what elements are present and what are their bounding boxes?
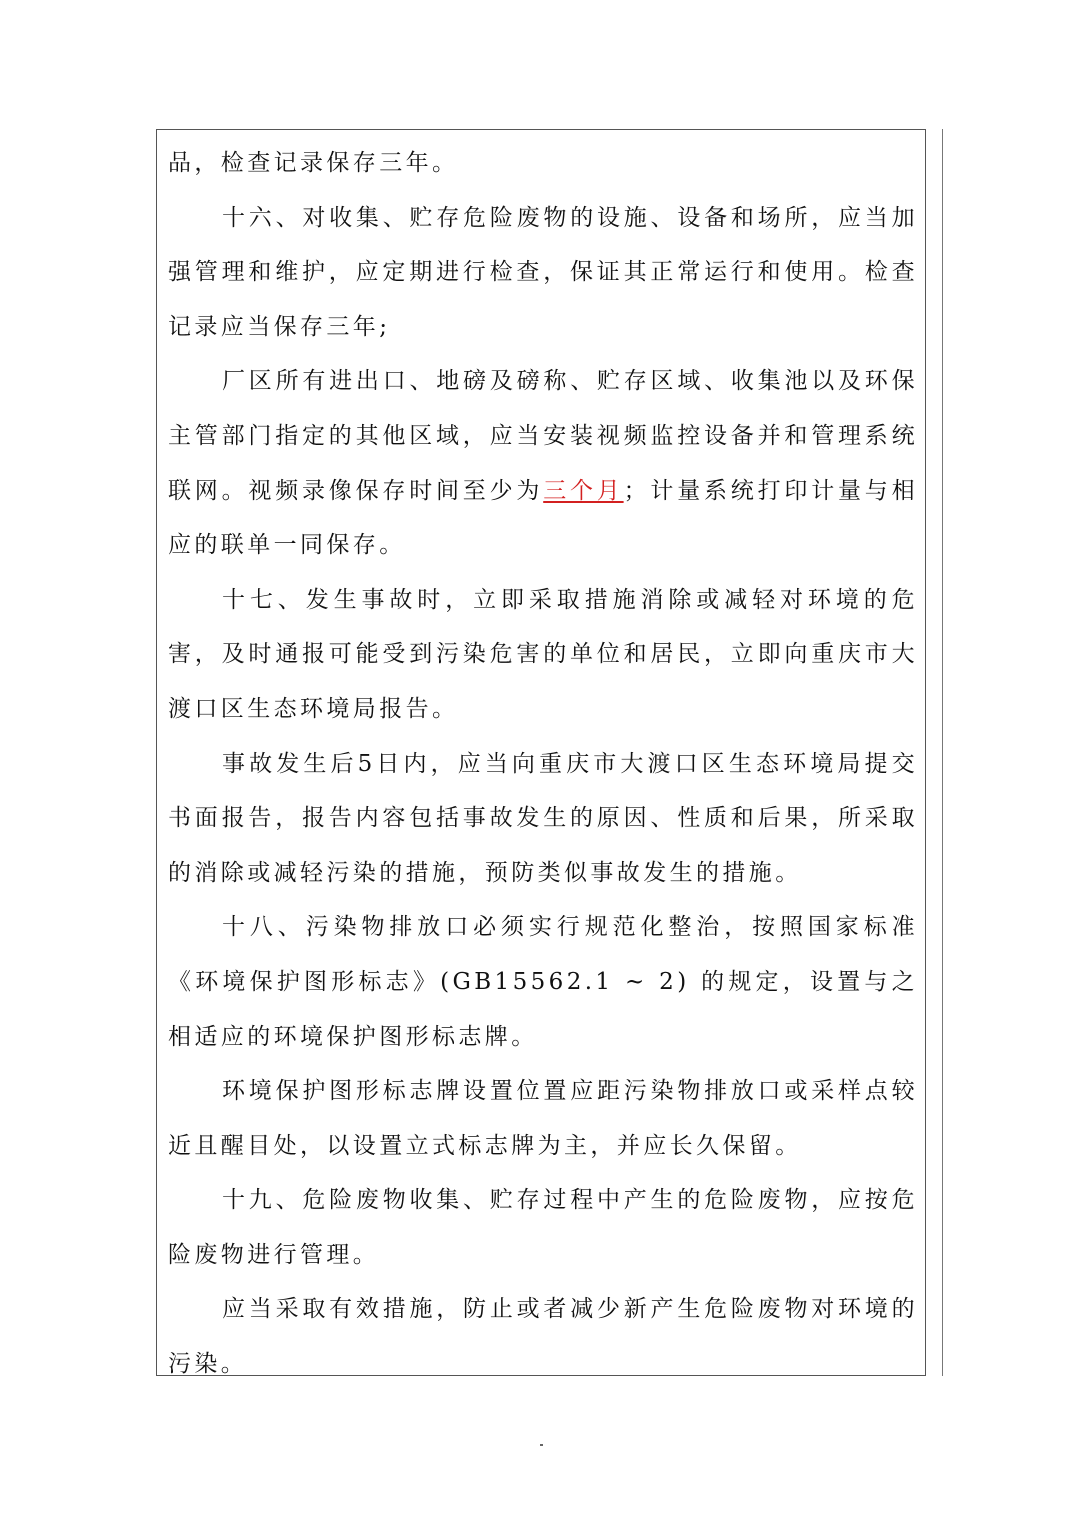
paragraph-text: 应当采取有效措施，防止或者减少新产生危险废物对环境的污染。 [168,1296,918,1378]
paragraph-item-16 [168,191,918,355]
paragraph-item-17 [168,573,918,737]
paragraph-continuation [168,136,918,191]
paragraph-text: 十七、发生事故时，立即采取措施消除或减轻对环境的危害，及时通报可能受到污染危害的单位和居民，立即向重庆市大渡口区生态环境局报告。 [168,586,918,722]
cell-content [168,136,918,1392]
paragraph-text-after: ；计量系统打印计量与相应的联单一同保存。 [168,477,919,559]
paragraph-text: 十九、危险废物收集、贮存过程中产生的危险废物，应按危险废物进行管理。 [168,1187,918,1268]
paragraph-text: 品，检查记录保存三年。 [168,150,459,176]
paragraph-text: 十六、对收集、贮存危险废物的设施、设备和场所，应当加强管理和维护，应定期进行检查，保证其正常运行和使用。检查记录应当保存三年; [168,204,918,340]
paragraph-pollution-prevention [168,1282,918,1391]
paragraph-text-before: 厂区所有进出口、地磅及磅称、贮存区域、收集池以及环保主管部门指定的其他区域，应当安装视频监控设备并和管理系统联网。视频录像保存时间至少为 [168,368,918,504]
paragraph-item-19 [168,1173,918,1282]
paragraph-accident-report [168,737,918,901]
page-footer-mark [540,1444,543,1446]
paragraph-text: 环境保护图形标志牌设置位置应距污染物排放口或采样点较近且醒目处，以设置立式标志牌为主，并应长久保留。 [168,1078,918,1159]
paragraph-text: 十八、污染物排放口必须实行规范化整治，按照国家标准《环境保护图形标志》(GB15562.1 ~ 2) 的规定，设置与之相适应的环境保护图形标志牌。 [168,914,918,1050]
table-right-rule [942,129,943,1376]
highlighted-duration: 三个月 [543,477,624,504]
paragraph-item-18 [168,900,918,1064]
paragraph-text: 事故发生后5日内，应当向重庆市大渡口区生态环境局提交书面报告，报告内容包括事故发生的原因、性质和后果，所采取的消除或减轻污染的措施，预防类似事故发生的措施。 [168,750,918,886]
paragraph-sign-placement [168,1064,918,1173]
paragraph-video-monitoring [168,354,918,572]
